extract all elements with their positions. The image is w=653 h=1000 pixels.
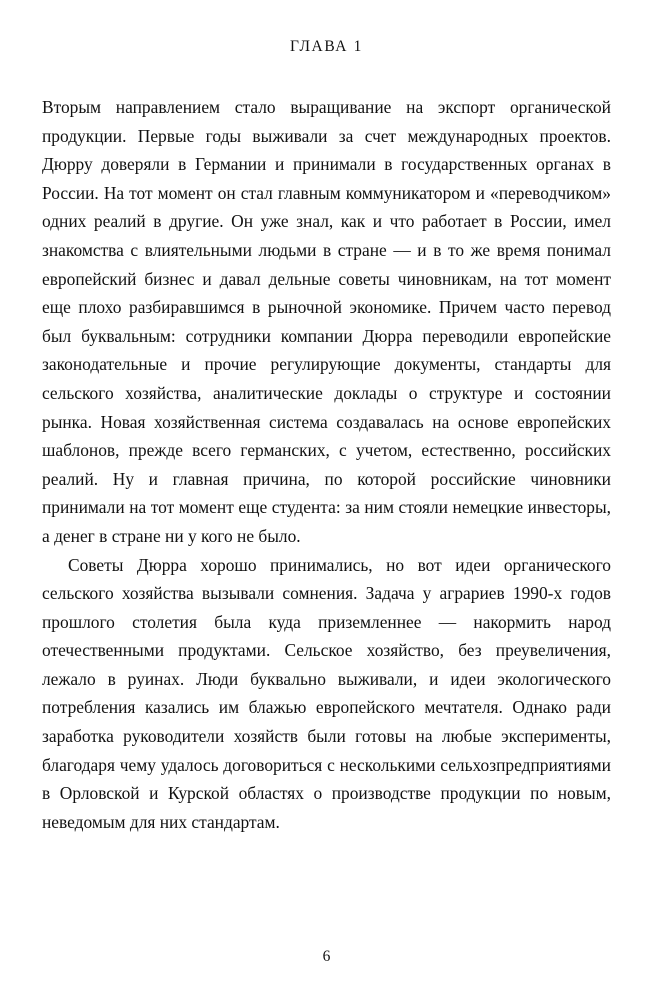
page-number: 6 bbox=[322, 948, 331, 965]
running-head: ГЛАВА 1 bbox=[290, 38, 363, 55]
paragraph: Вторым направлением стало выращивание на экспорт органической продукции. Первые годы выживали за счет международных проектов. Дюрру доверяли в Германии и принимали в государственных органах в России. На тот момент он стал главным коммуникатором и «переводчиком» одних реалий в другие. Он уже знал, как и что работает в России, имел знакомства с влиятельными людьми в стране — и в то же время понимал европейский бизнес и давал дельные советы чиновникам, на тот момент еще плохо разбиравшимся в рыночной экономике. Причем часто перевод был буквальным: сотрудники компании Дюрра переводили европейские законодательные и прочие регулирующие документы, стандарты для сельского хозяйства, аналитические доклады о структуре и состоянии рынка. Новая хозяйственная система создавалась на основе европейских шаблонов, прежде всего германских, с учетом, естественно, российских реалий. Ну и главная причина, по которой российские чиновники принимали на тот момент еще студента: за ним стояли немецкие инвесторы, а денег в стране ни у кого не было. bbox=[42, 97, 611, 546]
body-text bbox=[42, 93, 611, 836]
paragraph: Советы Дюрра хорошо принимались, но вот идеи органического сельского хозяйства вызывали сомнения. Задача у аграриев 1990-х годов прошлого столетия была куда приземленнее — накормить народ отечественными продуктами. Сельское хозяйство, без преувеличения, лежало в руинах. Люди буквально выживали, и идеи экологического потребления казались им блажью европейского мечтателя. Однако ради заработка руководители хозяйств были готовы на любые эксперименты, благодаря чему удалось договориться с несколькими сельхозпредприятиями в Орловской и Курской областях о производстве продукции по новым, неведомым для них стандартам. bbox=[42, 554, 611, 832]
